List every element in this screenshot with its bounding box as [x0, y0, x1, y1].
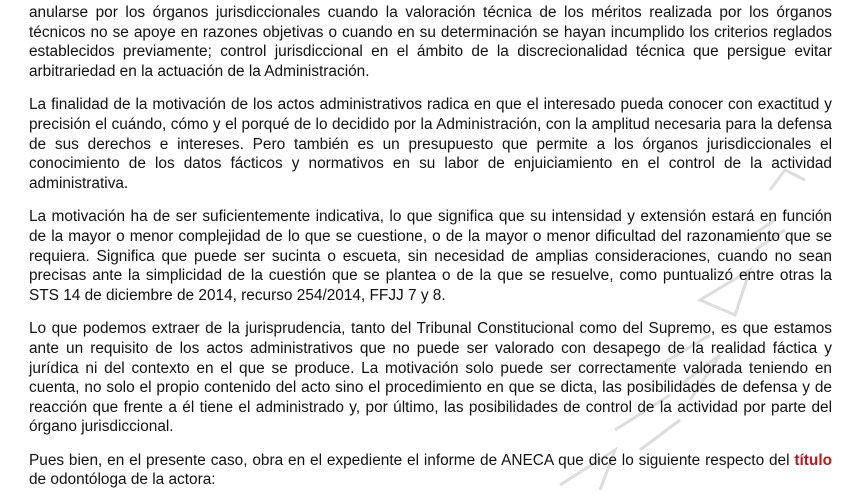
document-body	[29, 0, 832, 504]
highlighted-term: título	[794, 451, 832, 469]
text-fragment: de odontóloga de la actora:	[29, 471, 216, 489]
paragraph: anularse por los órganos jurisdiccionales cuando la valoración técnica de los méritos realizada por los órganos técnicos no se apoye en razones objetivas o cuando en su determinación se hayan incumplido los criterios reglados establecidos previamente; control jurisdiccional en el ámbito de la discrecionalidad técnica que persigue evitar arbitrariedad en la actuación de la Administración.	[29, 4, 832, 80]
text-fragment: Pues bien, en el presente caso, obra en el expediente el informe de ANECA que dice lo siguiente respecto del	[29, 451, 795, 469]
paragraph: La finalidad de la motivación de los actos administrativos radica en que el interesado pueda conocer con exactitud y precisión el cuándo, cómo y el porqué de lo decidido por la Administración, con la amplitud necesaria para la defensa de sus derechos e intereses. Pero también es un presupuesto que permite a los órganos jurisdiccionales el conocimiento de los datos fácticos y normativos en su labor de enjuiciamiento en el control de la actividad administrativa.	[29, 96, 832, 192]
paragraph: La motivación ha de ser suficientemente indicativa, lo que significa que su intensidad y extensión estará en función de la mayor o menor complejidad de lo que se cuestione, o de la mayor o menor dificultad del razonamiento que se requiera. Significa que puede ser sucinta o escueta, sin necesidad de amplias consideraciones, cuando no sean precisas ante la simplicidad de la cuestión que se plantea o de la que se resuelve, como puntualizó entre otras la STS 14 de diciembre de 2014, recurso 254/2014, FFJJ 7 y 8.	[29, 208, 832, 304]
paragraph: Lo que podemos extraer de la jurisprudencia, tanto del Tribunal Constitucional como del Supremo, es que estamos ante un requisito de los actos administrativos que no puede ser valorado con desapego de la realidad fáctica y jurídica ni del contexto en el que se produce. La motivación solo puede ser correctamente valorada teniendo en cuenta, no solo el propio contenido del acto sino el procedimiento en que se dicta, las posibilidades de defensa y de reacción que frente a él tiene el administrado y, por último, las posibilidades de control de la actividad por parte del órgano jurisdiccional.	[29, 320, 832, 436]
paragraph-last	[29, 451, 832, 490]
